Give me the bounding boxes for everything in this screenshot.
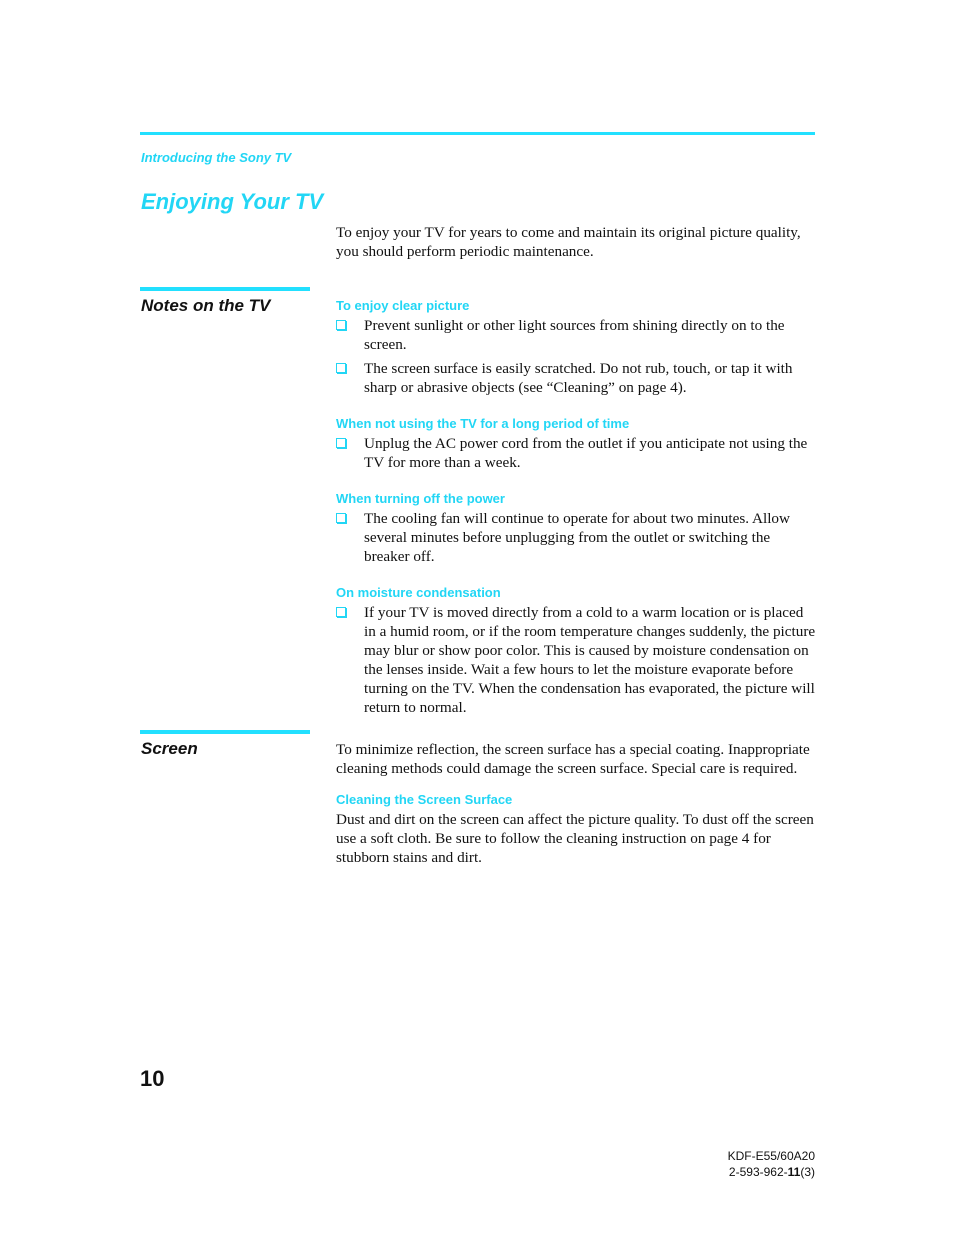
list-item-text: The screen surface is easily scratched. Do not rub, touch, or tap it with sharp or abrasive objects (see “Cleaning” on page 4). [364,360,793,396]
note-list [336,509,816,566]
cleaning-subheading: Cleaning the Screen Surface [336,792,513,807]
section-label: Introducing the Sony TV [141,150,292,165]
notes-content [336,298,816,722]
top-rule [140,132,815,135]
checkbox-bullet-icon [336,607,346,617]
note-group [336,298,816,397]
code-prefix: 2-593-962- [728,1165,788,1179]
list-item [336,603,816,717]
note-group-title: To enjoy clear picture [336,298,470,313]
note-group-title: On moisture condensation [336,585,501,600]
list-item [336,434,816,472]
cleaning-paragraph: Dust and dirt on the screen can affect the picture quality. To dust off the screen use a soft cloth. Be sure to follow the cleaning instruction on page 4 for stubborn stains and dirt. [336,811,814,866]
list-item-text: Unplug the AC power cord from the outlet if you anticipate not using the TV for more than a week. [364,435,808,471]
screen-rule [140,730,310,734]
list-item-text: If your TV is moved directly from a cold to a warm location or is placed in a humid room, or if the room temperature changes suddenly, the picture may blur or show poor color. This is caused by moisture condensation on the lenses inside. Wait a few hours to let the moisture evaporate before turning on the TV. When the condensation has evaporated, the picture will return to normal. [364,604,816,716]
intro-paragraph: To enjoy your TV for years to come and maintain its original picture quality, you should perform periodic maintenance. [336,224,801,260]
note-list [336,603,816,717]
screen-intro: To minimize reflection, the screen surface has a special coating. Inappropriate cleaning methods could damage the screen surface. Special care is required. [336,741,810,777]
note-list [336,316,816,397]
screen-content [336,740,816,867]
note-list [336,434,816,472]
code-revision: 11 [787,1165,801,1179]
note-group [336,416,816,472]
page-title: Enjoying Your TV [141,189,324,214]
checkbox-bullet-icon [336,320,346,330]
page-number: 10 [140,1066,165,1091]
list-item-text: Prevent sunlight or other light sources from shining directly on to the screen. [364,317,785,353]
checkbox-bullet-icon [336,363,346,373]
footer-codes [728,1148,815,1180]
checkbox-bullet-icon [336,513,346,523]
list-item [336,359,816,397]
list-item [336,316,816,354]
list-item-text: The cooling fan will continue to operate for about two minutes. Allow several minutes before unplugging from the outlet or switching the breaker off. [364,510,790,565]
code-suffix: (3) [800,1165,815,1179]
notes-rule [140,287,310,291]
screen-heading: Screen [141,739,198,758]
document-code [728,1164,815,1180]
note-group [336,585,816,717]
note-group-title: When not using the TV for a long period of time [336,416,630,431]
note-group [336,491,816,566]
notes-heading: Notes on the TV [141,296,271,315]
list-item [336,509,816,566]
note-group-title: When turning off the power [336,491,505,506]
checkbox-bullet-icon [336,438,346,448]
model-number: KDF-E55/60A20 [727,1149,815,1163]
